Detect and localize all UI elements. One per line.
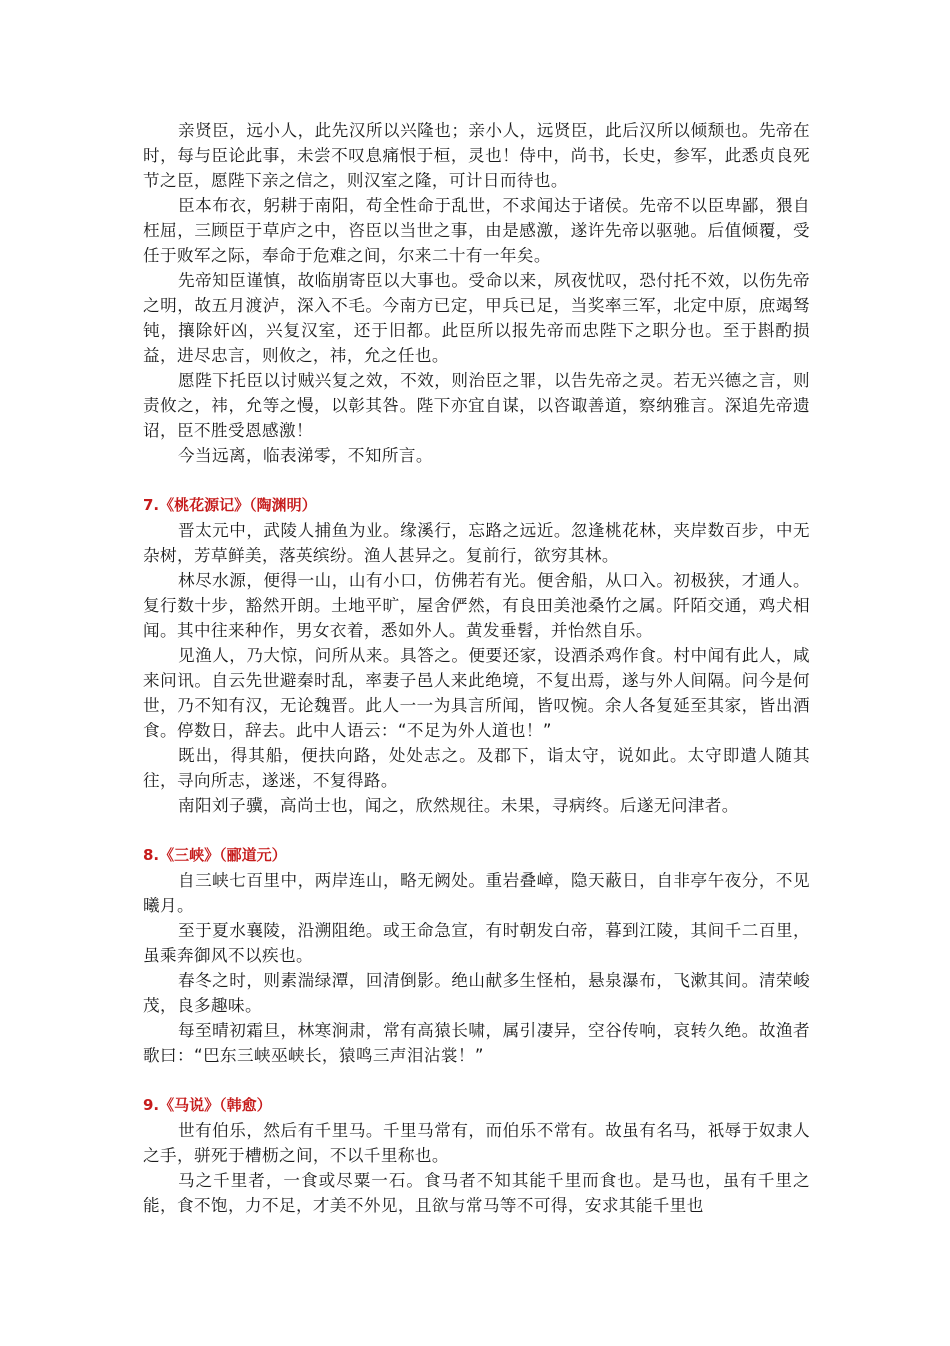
section-mashuo	[143, 1093, 810, 1218]
section-heading: 9.《马说》（韩愈）	[143, 1096, 272, 1114]
paragraph: 自三峡七百里中，两岸连山，略无阙处。重岩叠嶂，隐天蔽日，自非亭午夜分，不见曦月。	[143, 871, 810, 915]
paragraph: 臣本布衣，躬耕于南阳，苟全性命于乱世，不求闻达于诸侯。先帝不以臣卑鄙，猥自枉屈，三顾臣于草庐之中，咨臣以当世之事，由是感激，遂许先帝以驱驰。后值倾覆，受任于败军之际，奉命于危难之间，尔来二十有一年矣。	[143, 196, 810, 265]
paragraph: 林尽水源，便得一山，山有小口，仿佛若有光。便舍船，从口入。初极狭，才通人。复行数十步，豁然开朗。土地平旷，屋舍俨然，有良田美池桑竹之属。阡陌交通，鸡犬相闻。其中往来种作，男女衣着，悉如外人。黄发垂髫，并怡然自乐。	[143, 571, 810, 640]
section-heading: 8.《三峡》（郦道元）	[143, 846, 287, 864]
paragraph: 今当远离，临表涕零，不知所言。	[178, 446, 433, 465]
paragraph: 见渔人，乃大惊，问所从来。具答之。便要还家，设酒杀鸡作食。村中闻有此人，咸来问讯。自云先世避秦时乱，率妻子邑人来此绝境，不复出焉，遂与外人间隔。问今是何世，乃不知有汉，无论魏晋。此人一一为具言所闻，皆叹惋。余人各复延至其家，皆出酒食。停数日，辞去。此中人语云：“不足为外人道也！”	[143, 646, 810, 740]
paragraph: 南阳刘子骥，高尚士也，闻之，欣然规往。未果，寻病终。后遂无问津者。	[178, 796, 739, 815]
paragraph: 先帝知臣谨慎，故临崩寄臣以大事也。受命以来，夙夜忧叹，恐付托不效，以伤先帝之明，故五月渡泸，深入不毛。今南方已定，甲兵已足，当奖率三军，北定中原，庶竭驽钝，攘除奸凶，兴复汉室，还于旧都。此臣所以报先帝而忠陛下之职分也。至于斟酌损益，进尽忠言，则攸之，祎，允之任也。	[143, 271, 810, 365]
paragraph: 亲贤臣，远小人，此先汉所以兴隆也；亲小人，远贤臣，此后汉所以倾颓也。先帝在时，每与臣论此事，未尝不叹息痛恨于桓，灵也！侍中，尚书，长史，参军，此悉贞良死节之臣，愿陛下亲之信之，则汉室之隆，可计日而待也。	[143, 121, 810, 190]
paragraph: 马之千里者，一食或尽粟一石。食马者不知其能千里而食也。是马也，虽有千里之能，食不饱，力不足，才美不外见，且欲与常马等不可得，安求其能千里也	[143, 1171, 810, 1215]
section-sanxia	[143, 843, 810, 1068]
paragraph: 世有伯乐，然后有千里马。千里马常有，而伯乐不常有。故虽有名马，祇辱于奴隶人之手，骈死于槽枥之间，不以千里称也。	[143, 1121, 810, 1165]
section-chushibiao	[143, 118, 810, 468]
paragraph: 每至晴初霜旦，林寒涧肃，常有高猿长啸，属引凄异，空谷传响，哀转久绝。故渔者歌曰：“巴东三峡巫峡长，猿鸣三声泪沾裳！”	[143, 1021, 810, 1065]
section-taohuayuanji	[143, 493, 810, 818]
paragraph: 晋太元中，武陵人捕鱼为业。缘溪行，忘路之远近。忽逢桃花林，夹岸数百步，中无杂树，芳草鲜美，落英缤纷。渔人甚异之。复前行，欲穷其林。	[143, 521, 810, 565]
paragraph: 愿陛下托臣以讨贼兴复之效，不效，则治臣之罪，以告先帝之灵。若无兴德之言，则责攸之，祎，允等之慢，以彰其咎。陛下亦宜自谋，以咨诹善道，察纳雅言。深追先帝遗诏，臣不胜受恩感激！	[143, 371, 810, 440]
paragraph: 至于夏水襄陵，沿溯阻绝。或王命急宣，有时朝发白帝，暮到江陵，其间千二百里，虽乘奔御风不以疾也。	[143, 921, 810, 965]
paragraph: 既出，得其船，便扶向路，处处志之。及郡下，诣太守，说如此。太守即遣人随其往，寻向所志，遂迷，不复得路。	[143, 746, 810, 790]
paragraph: 春冬之时，则素湍绿潭，回清倒影。绝山献多生怪柏，悬泉瀑布，飞漱其间。清荣峻茂，良多趣味。	[143, 971, 810, 1015]
section-heading: 7.《桃花源记》（陶渊明）	[143, 496, 317, 514]
